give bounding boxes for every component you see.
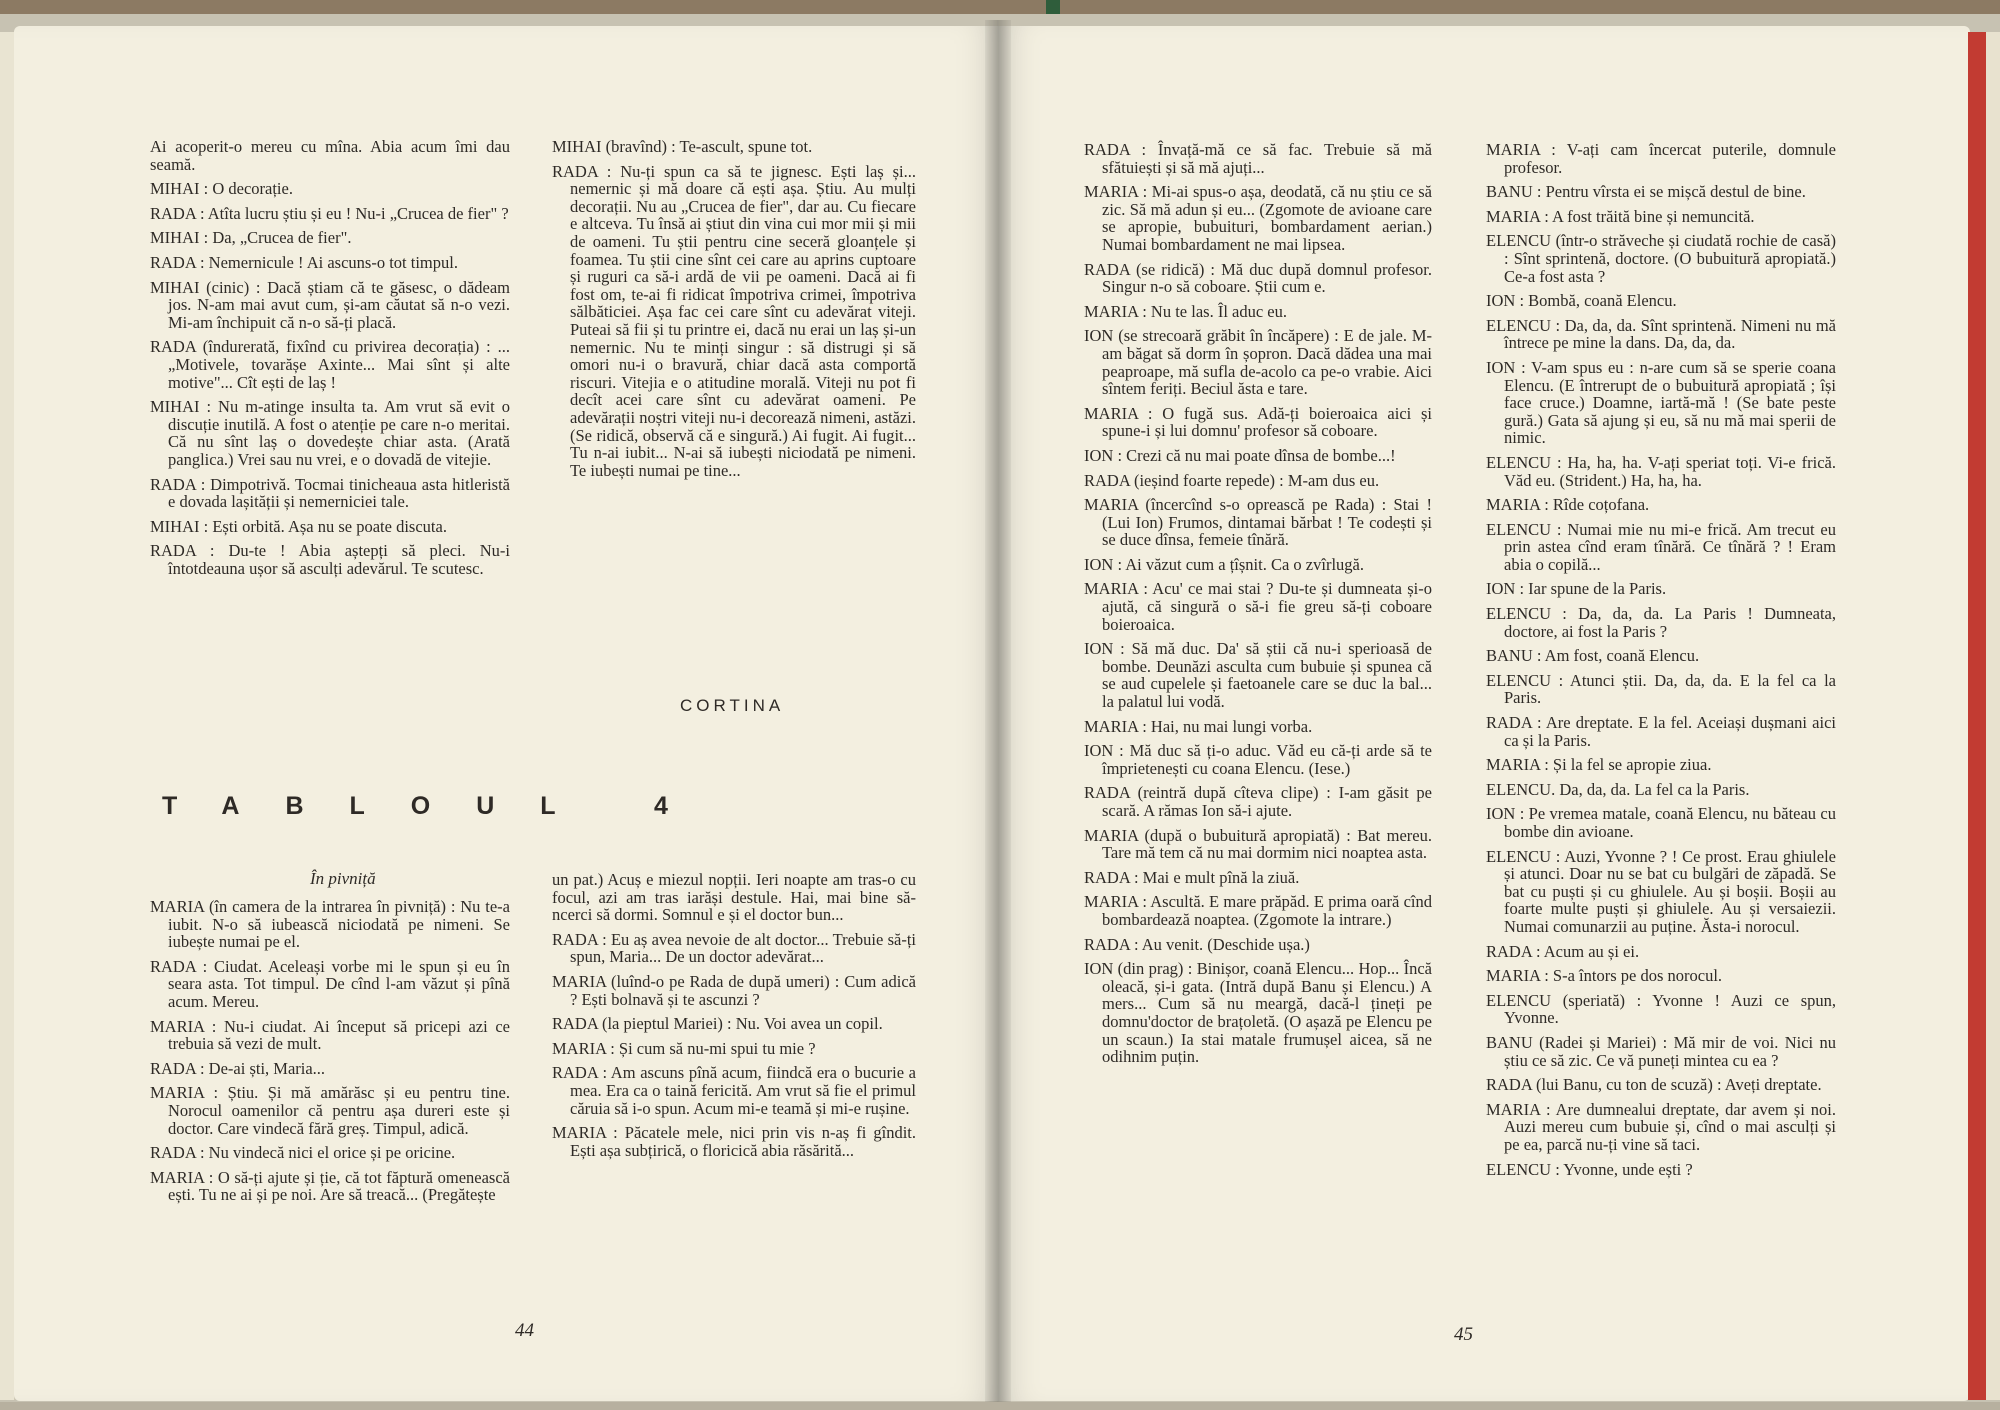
bookmark-ribbon	[1046, 0, 1060, 14]
dialogue-paragraph: BANU (Radei și Mariei) : Mă mir de voi. Nici nu știu ce să zic. Ce vă puneți mintea cu ea ?	[1486, 1032, 1836, 1070]
dialogue-paragraph: MARIA : Acu' ce mai stai ? Du-te și dumneata și-o ajută, că singură o să-i fie greu să-ți coboare boieroaica.	[1084, 579, 1432, 634]
left-page-column-4	[552, 871, 916, 1159]
dialogue-paragraph: RADA : Dimpotrivă. Tocmai tinicheaua asta hitleristă e dovada lașității și nemerniciei tale.	[150, 474, 510, 512]
dialogue-paragraph: MIHAI (cinic) : Dacă știam că te găsesc, o dădeam jos. N-am mai avut cum, și-am căutat să n-o vezi. Mi-am închipuit că n-o să-ți placă.	[150, 277, 510, 332]
dialogue-paragraph: MIHAI : Nu m-atinge insulta ta. Am vrut să evit o discuție inutilă. A fost o atenție pe care n-o meritai. Că nu sînt laș o dovedește chiar asta. (Arată panglica.) Vrei sau nu vrei, e o dovadă de vitejie.	[150, 397, 510, 469]
dialogue-paragraph: MARIA : Păcatele mele, nici prin vis n-aș fi gîndit. Ești așa subțirică, o floricică abia răsărită...	[552, 1123, 916, 1160]
dialogue-paragraph: MIHAI : Da, „Crucea de fier".	[150, 228, 352, 248]
dialogue-paragraph: ELENCU. Da, da, da. La fel ca la Paris.	[1486, 779, 1750, 799]
dialogue-paragraph: RADA : Mai e mult pînă la ziuă.	[1084, 867, 1300, 887]
right-page-column-2	[1486, 141, 1836, 1178]
dialogue-paragraph: RADA (ieșind foarte repede) : M-am dus eu.	[1084, 470, 1380, 490]
left-page-column-2	[552, 138, 916, 479]
dialogue-paragraph: MARIA : S-a întors pe dos norocul.	[1486, 966, 1723, 986]
page-number-left: 44	[515, 1320, 534, 1341]
dialogue-paragraph: ELENCU (într-o străveche și ciudată rochie de casă) : Sînt sprintenă, doctore. (O bubuitură apropiată.) Ce-a fost asta ?	[1486, 231, 1836, 286]
dialogue-paragraph: RADA : Nu-ți spun ca să te jignesc. Ești laș și... nemernic și mă doare că ești așa. Știu. Au mulți decorații. Nu au „Crucea de fier", dar au. Cu fiecare e altceva. Tu însă ai știut din vina cui mor mii și mii de oameni. Tu știi pentru cine seceră gloanțele și foamea. Tu știi cine sînt cei care au aprins cuptoare și ruguri ca să-i ardă de vii pe oameni. Dacă ai fi fost om, te-ai fi ridicat împotriva crimei, împotriva sălbăticiei. Așa fac cei care sînt cu adevărat viteji. Puteai să fii și tu printre ei, dacă nu erai un laș și-un nemernic. Nu te minți singur : să distrugi și să omori nu-i o bravură, chiar dacă asta comportă riscuri. Vitejia e o atitudine morală. Viteji nu pot fi decît acei care sînt cu adevărat oameni. Pe adevărații noștri viteji nu-i decorează nimeni, astăzi. (Se ridică, observă că e singură.) Ai fugit. Ai fugit... Tu n-ai iubit... N-ai să iubești niciodată pe nimeni. Te iubești numai pe tine...	[552, 161, 916, 480]
dialogue-paragraph: MARIA : Și la fel se apropie ziua.	[1486, 755, 1712, 775]
dialogue-paragraph: Ai acoperit-o mereu cu mîna. Abia acum îmi dau seamă.	[150, 137, 510, 174]
dialogue-paragraph: RADA : Am ascuns pînă acum, fiindcă era o bucurie a mea. Era ca o taină fericită. Am vrut să fie el primul căruia să i-o spun. Acum mi-e teamă și mi-e rușine.	[552, 1063, 916, 1118]
left-page	[14, 26, 998, 1401]
page-edges-right	[1986, 32, 2000, 1400]
dialogue-paragraph: MARIA : O să-ți ajute și ție, că tot făptură omenească ești. Tu ne ai și pe noi. Are să treacă... (Pregătește	[150, 1167, 510, 1205]
dialogue-paragraph: ION : Ai văzut cum a țîșnit. Ca o zvîrlugă.	[1084, 554, 1364, 574]
dialogue-paragraph: RADA : Du-te ! Abia aștepți să pleci. Nu-i întotdeauna ușor să asculți adevărul. Te scutesc.	[150, 541, 510, 578]
dialogue-paragraph: MIHAI : Ești orbită. Așa nu se poate discuta.	[150, 516, 447, 536]
dialogue-paragraph: ELENCU : Da, da, da. La Paris ! Dumneata, doctore, ai fost la Paris ?	[1486, 604, 1836, 641]
dialogue-paragraph: ELENCU : Auzi, Yvonne ? ! Ce prost. Erau ghiulele și atunci. Doar nu se bat cu bulgări de zăpadă. Se bat cu puști și cu ghiulele. Au și boșii. Boșii au foarte multe puști și ghiulele. Au și versaiezii. Numai comunarzii au puține. Ăsta-i norocul.	[1486, 846, 1836, 936]
dialogue-paragraph: MIHAI (bravînd) : Te-ascult, spune tot.	[552, 137, 813, 156]
dialogue-paragraph: ELENCU : Da, da, da. Sînt sprintenă. Nimeni nu mă întrece pe mine la dans. Da, da, da.	[1486, 315, 1836, 353]
dialogue-paragraph: MIHAI : O decorație.	[150, 179, 293, 199]
dialogue-paragraph: BANU : Pentru vîrsta ei se mișcă destul de bine.	[1486, 182, 1806, 202]
dialogue-paragraph: ION : Iar spune de la Paris.	[1486, 579, 1667, 599]
dialogue-paragraph: MARIA (încercînd s-o oprească pe Rada) : Stai ! (Lui Ion) Frumos, dintamai bărbat ! Te codești și se duce dînsa, femeie tînără.	[1084, 495, 1432, 550]
dialogue-paragraph: RADA : De-ai ști, Maria...	[150, 1058, 326, 1078]
dialogue-paragraph: RADA : Nu vindecă nici el orice și pe oricine.	[150, 1143, 456, 1163]
dialogue-paragraph: MARIA : Rîde coțofana.	[1486, 495, 1650, 515]
right-page	[998, 26, 1970, 1401]
cortina-label: CORTINA	[680, 696, 785, 715]
dialogue-paragraph: ION : Pe vremea matale, coană Elencu, nu băteau cu bombe din avioane.	[1486, 804, 1836, 841]
page-edges-left	[0, 32, 15, 1400]
page-number-right: 45	[1454, 1324, 1473, 1345]
dialogue-paragraph: ELENCU : Numai mie nu mi-e frică. Am trecut eu prin astea cînd eram tînără. Ce tînără ? ! Eram abia o copilă...	[1486, 519, 1836, 574]
dialogue-paragraph: MARIA : Hai, nu mai lungi vorba.	[1084, 716, 1313, 736]
dialogue-paragraph: un pat.) Acuș e miezul nopții. Ieri noapte am tras-o cu focul, azi am tras iarăși destule. Hai, mai bine să-ncerci să dormi. Somnul e și el doctor bun...	[552, 870, 916, 925]
right-page-column-1	[1084, 141, 1432, 1066]
left-page-column-1	[150, 138, 510, 577]
dialogue-paragraph: RADA (reintră după cîteva clipe) : I-am găsit pe scară. A rămas Ion să-i ajute.	[1084, 783, 1432, 820]
dialogue-paragraph: ELENCU : Yvonne, unde ești ?	[1486, 1159, 1693, 1179]
dialogue-paragraph: MARIA (după o bubuitură apropiată) : Bat mereu. Tare mă tem că nu mai dormim nici noaptea asta.	[1084, 825, 1432, 863]
dialogue-paragraph: MARIA : Ascultă. E mare prăpăd. E prima oară cînd bombardează noaptea. (Zgomote la intrare.)	[1084, 892, 1432, 929]
dialogue-paragraph: RADA : Ciudat. Aceleași vorbe mi le spun și eu în seara asta. Tot timpul. De cînd l-am văzut și pînă acum. Mereu.	[150, 956, 510, 1011]
dialogue-paragraph: BANU : Am fost, coană Elencu.	[1486, 646, 1700, 666]
dialogue-paragraph: ION : Să mă duc. Da' să știi că nu-i sperioasă de bombe. Deunăzi asculta cum bubuie și spunea că se aud cupelele și faetoanele care se duc la bal... la palatul lui vodă.	[1084, 639, 1432, 712]
dialogue-paragraph: RADA : Învață-mă ce să fac. Trebuie să mă sfătuiești și să mă ajuți...	[1084, 140, 1432, 177]
dialogue-paragraph: RADA (îndurerată, fixînd cu privirea decorația) : ...„Motivele, tovarășe Axinte... Mai sînt și alte motive"... Cît ești de laș !	[150, 337, 510, 392]
dialogue-paragraph: RADA : Are dreptate. E la fel. Aceiași dușmani aici ca și la Paris.	[1486, 713, 1836, 750]
left-page-column-3	[150, 898, 510, 1204]
dialogue-paragraph: MARIA : Mi-ai spus-o așa, deodată, că nu știu ce să zic. Să mă adun și eu... (Zgomote de avioane care se apropie, bubuituri, bombardament aerian.) Numai bombardament ne mai lipsea.	[1084, 182, 1432, 254]
dialogue-paragraph: MARIA : A fost trăită bine și nemuncită.	[1486, 206, 1755, 226]
dialogue-paragraph: ION (din prag) : Binișor, coană Elencu... Hop... Încă oleacă, și-i gata. (Intră după Banu și Elencu.) A mers... Cum să nu meargă, dacă-l țineți pe domnu'doctor de brațoletă. (O așază pe Elencu pe un scaun.) Ia stai matale frumușel aicea, să ne odihnim puțin.	[1084, 959, 1432, 1067]
dialogue-paragraph: ION : Bombă, coană Elencu.	[1486, 291, 1677, 311]
dialogue-paragraph: RADA (la pieptul Mariei) : Nu. Voi avea un copil.	[552, 1014, 883, 1034]
dialogue-paragraph: MARIA : V-ați cam încercat puterile, domnule profesor.	[1486, 140, 1836, 177]
dialogue-paragraph: MARIA (în camera de la intrarea în pivniță) : Nu te-a iubit. N-o să iubească niciodată pe nimeni. Se iubește numai pe el.	[150, 897, 510, 952]
dialogue-paragraph: ELENCU : Ha, ha, ha. V-ați speriat toți. Vi-e frică. Văd eu. (Strident.) Ha, ha, ha.	[1486, 452, 1836, 490]
dialogue-paragraph: ION : V-am spus eu : n-are cum să se sperie coana Elencu. (E întrerupt de o bubuitură apropiată ; își face cruce.) Doamne, iartă-mă ! (Se bate peste gură.) Gata să ajung și eu, să nu mă mai sperii de nimic.	[1486, 357, 1836, 448]
dialogue-paragraph: RADA (lui Banu, cu ton de scuză) : Aveți dreptate.	[1486, 1075, 1822, 1095]
dialogue-paragraph: MARIA : Și cum să nu-mi spui tu mie ?	[552, 1038, 816, 1058]
dialogue-paragraph: RADA : Au venit. (Deschide ușa.)	[1084, 934, 1310, 954]
dialogue-paragraph: MARIA : Nu-i ciudat. Ai început să pricepi azi ce trebuia să vezi de mult.	[150, 1016, 510, 1054]
book-bottom	[0, 1402, 2000, 1410]
book-cover-top	[0, 0, 2000, 14]
dialogue-paragraph: MARIA : Are dumnealui dreptate, dar avem și noi. Auzi mereu cum bubuie și, cînd o mai asculți și pe ea, parcă nu-ți vine să taci.	[1486, 1099, 1836, 1154]
dialogue-paragraph: ION (se strecoară grăbit în încăpere) : E de jale. M-am băgat să dorm în șopron. Dacă dădea una mai peaproape, mă sufla de-acolo ca pe-o vrabie. Aici sîntem feriți. Beciul ăsta e tare.	[1084, 326, 1432, 399]
dialogue-paragraph: MARIA : O fugă sus. Adă-ți boieroaica aici și spune-i și lui domnu' profesor să coboare.	[1084, 403, 1432, 441]
dialogue-paragraph: MARIA (luînd-o pe Rada de după umeri) : Cum adică ? Ești bolnavă și te ascunzi ?	[552, 971, 916, 1009]
page-edges-right-red	[1968, 32, 1986, 1400]
dialogue-paragraph: ELENCU : Atunci știi. Da, da, da. E la fel ca la Paris.	[1486, 670, 1836, 708]
dialogue-paragraph: ELENCU (speriată) : Yvonne ! Auzi ce spun, Yvonne.	[1486, 990, 1836, 1028]
scene-setting: În pivniță	[310, 869, 376, 888]
dialogue-paragraph: MARIA : Nu te las. Îl aduc eu.	[1084, 301, 1288, 321]
dialogue-paragraph: RADA : Acum au și ei.	[1486, 941, 1640, 961]
dialogue-paragraph: RADA : Nemernicule ! Ai ascuns-o tot timpul.	[150, 252, 458, 272]
dialogue-paragraph: ION : Crezi că nu mai poate dînsa de bombe...!	[1084, 445, 1396, 465]
book-spine	[985, 20, 1011, 1405]
dialogue-paragraph: RADA : Eu aș avea nevoie de alt doctor... Trebuie să-ți spun, Maria... De un doctor adevărat...	[552, 929, 916, 967]
section-title: TABLOUL 4	[162, 792, 714, 820]
dialogue-paragraph: RADA : Atîta lucru știu și eu ! Nu-i „Crucea de fier" ?	[150, 203, 509, 223]
dialogue-paragraph: MARIA : Știu. Și mă amărăsc și eu pentru tine. Norocul oamenilor că pentru așa dureri este și doctor. Care vindecă fără greș. Timpul, adică.	[150, 1083, 510, 1138]
dialogue-paragraph: RADA (se ridică) : Mă duc după domnul profesor. Singur n-o să coboare. Știi cum e.	[1084, 259, 1432, 297]
dialogue-paragraph: ION : Mă duc să ți-o aduc. Văd eu că-ți arde să te împrietenești cu coana Elencu. (Iese.)	[1084, 741, 1432, 778]
